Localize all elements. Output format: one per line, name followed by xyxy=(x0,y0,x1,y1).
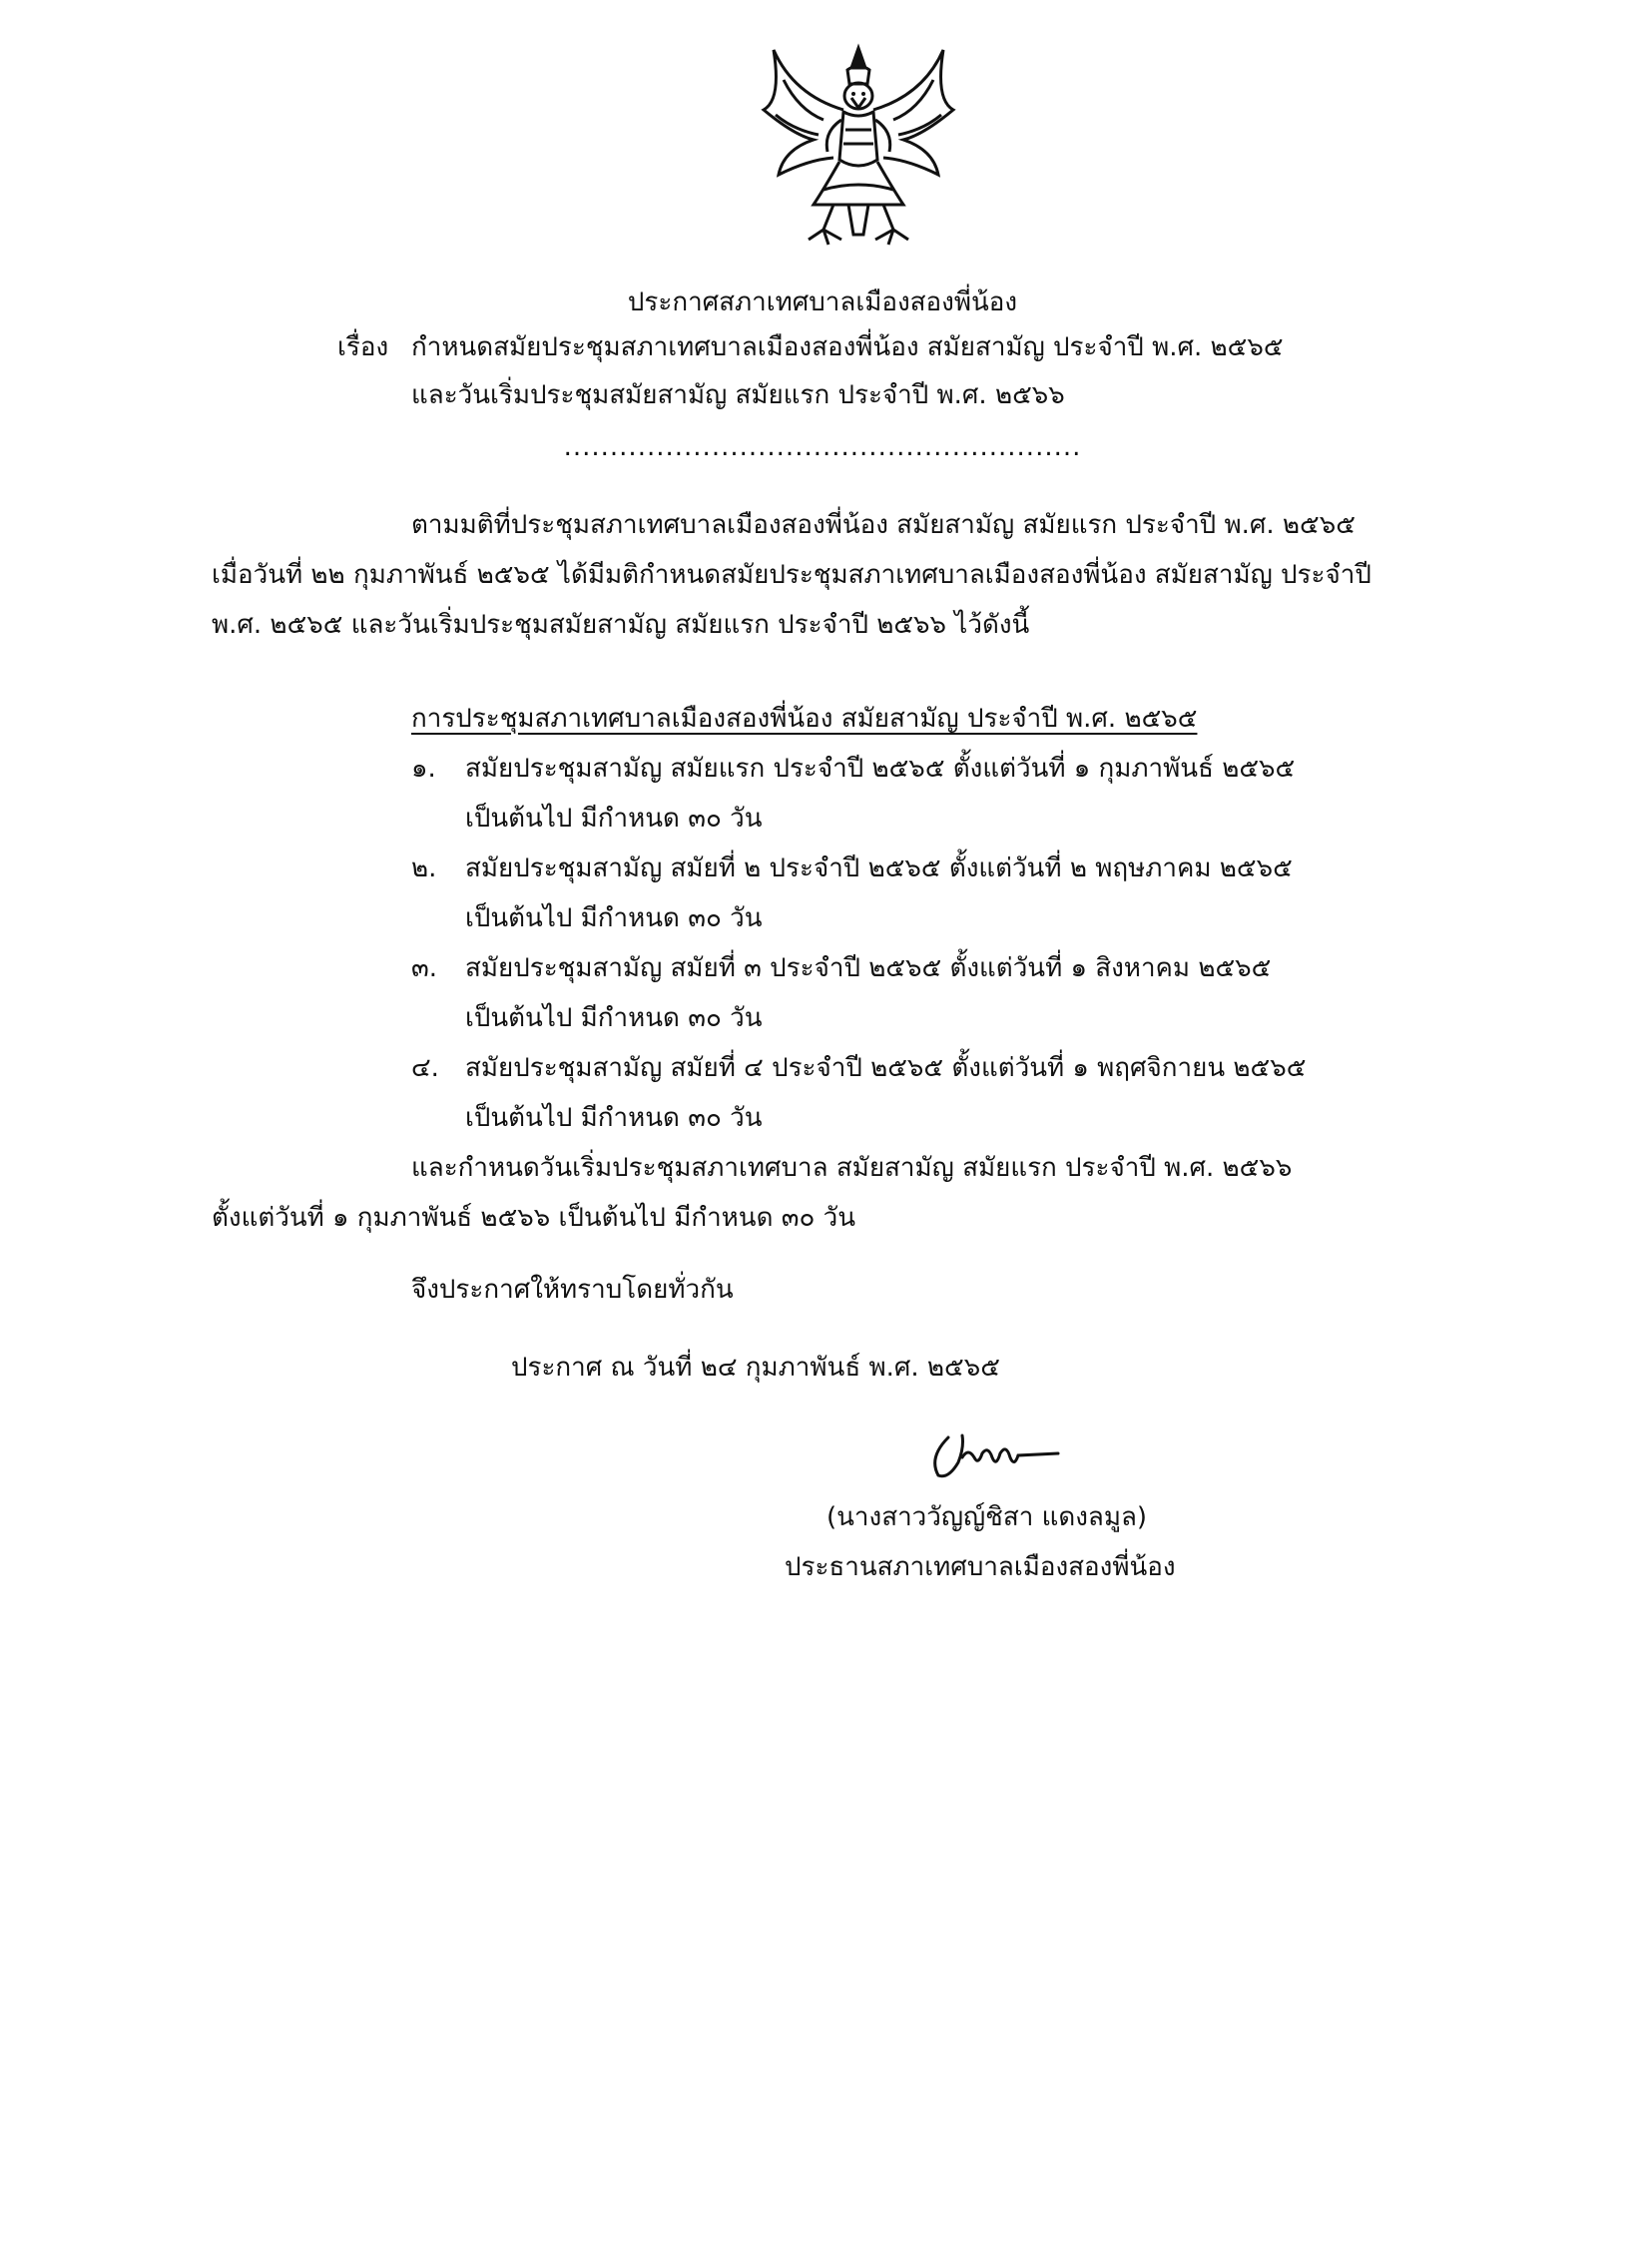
item-1-line-2: เป็นต้นไป มีกำหนด ๓๐ วัน xyxy=(465,804,763,834)
paragraph-2-line-1: และกำหนดวันเริ่มประชุมสภาเทศบาล สมัยสามัญ สมัยแรก ประจำปี พ.ศ. ๒๕๖๖ xyxy=(411,1153,1293,1183)
paragraph-1-line-2: เมื่อวันที่ ๒๒ กุมภาพันธ์ ๒๕๖๕ ได้มีมติกำหนดสมัยประชุมสภาเทศบาลเมืองสองพี่น้อง สมัยสามัญ ประจำปี xyxy=(212,560,1371,590)
item-2-line-2: เป็นต้นไป มีกำหนด ๓๐ วัน xyxy=(465,903,763,933)
subject-label: เรื่อง xyxy=(337,332,389,362)
section-heading: การประชุมสภาเทศบาลเมืองสองพี่น้อง สมัยสามัญ ประจำปี พ.ศ. ๒๕๖๕ xyxy=(411,704,1198,734)
announcement-date: ประกาศ ณ วันที่ ๒๔ กุมภาพันธ์ พ.ศ. ๒๕๖๕ xyxy=(511,1353,1000,1383)
document-title: ประกาศสภาเทศบาลเมืองสองพี่น้อง xyxy=(627,287,1018,317)
paragraph-1-line-3: พ.ศ. ๒๕๖๕ และวันเริ่มประชุมสมัยสามัญ สมัยแรก ประจำปี ๒๕๖๖ ไว้ดังนี้ xyxy=(212,610,1030,640)
item-4-number: ๔. xyxy=(411,1053,439,1083)
subject-line-1: กำหนดสมัยประชุมสภาเทศบาลเมืองสองพี่น้อง สมัยสามัญ ประจำปี พ.ศ. ๒๕๖๕ xyxy=(411,332,1284,362)
item-4-line-2: เป็นต้นไป มีกำหนด ๓๐ วัน xyxy=(465,1103,763,1133)
item-3-line-2: เป็นต้นไป มีกำหนด ๓๐ วัน xyxy=(465,1003,763,1033)
subject-line-2: และวันเริ่มประชุมสมัยสามัญ สมัยแรก ประจำปี พ.ศ. ๒๕๖๖ xyxy=(411,380,1065,410)
handwritten-signature-icon xyxy=(918,1418,1068,1487)
signatory-position: ประธานสภาเทศบาลเมืองสองพี่น้อง xyxy=(785,1552,1176,1582)
item-4-line-1: สมัยประชุมสามัญ สมัยที่ ๔ ประจำปี ๒๕๖๕ ตั้งแต่วันที่ ๑ พฤศจิกายน ๒๕๖๕ xyxy=(465,1053,1307,1083)
separator-dots: ........................................................ xyxy=(563,432,1082,462)
item-2-number: ๒. xyxy=(411,853,437,883)
paragraph-1-line-1: ตามมติที่ประชุมสภาเทศบาลเมืองสองพี่น้อง สมัยสามัญ สมัยแรก ประจำปี พ.ศ. ๒๕๖๕ xyxy=(411,510,1356,540)
signatory-name: (นางสาววัญญ์ชิสา แดงลมูล) xyxy=(826,1502,1148,1532)
closing-statement: จึงประกาศให้ทราบโดยทั่วกัน xyxy=(411,1275,734,1305)
item-1-line-1: สมัยประชุมสามัญ สมัยแรก ประจำปี ๒๕๖๕ ตั้งแต่วันที่ ๑ กุมภาพันธ์ ๒๕๖๕ xyxy=(465,754,1296,784)
item-2-line-1: สมัยประชุมสามัญ สมัยที่ ๒ ประจำปี ๒๕๖๕ ตั้งแต่วันที่ ๒ พฤษภาคม ๒๕๖๕ xyxy=(465,853,1293,883)
item-3-line-1: สมัยประชุมสามัญ สมัยที่ ๓ ประจำปี ๒๕๖๕ ตั้งแต่วันที่ ๑ สิงหาคม ๒๕๖๕ xyxy=(465,953,1272,983)
garuda-emblem-icon xyxy=(754,40,963,255)
item-3-number: ๓. xyxy=(411,953,438,983)
item-1-number: ๑. xyxy=(411,754,436,784)
paragraph-2-line-2: ตั้งแต่วันที่ ๑ กุมภาพันธ์ ๒๕๖๖ เป็นต้นไป มีกำหนด ๓๐ วัน xyxy=(212,1203,856,1233)
